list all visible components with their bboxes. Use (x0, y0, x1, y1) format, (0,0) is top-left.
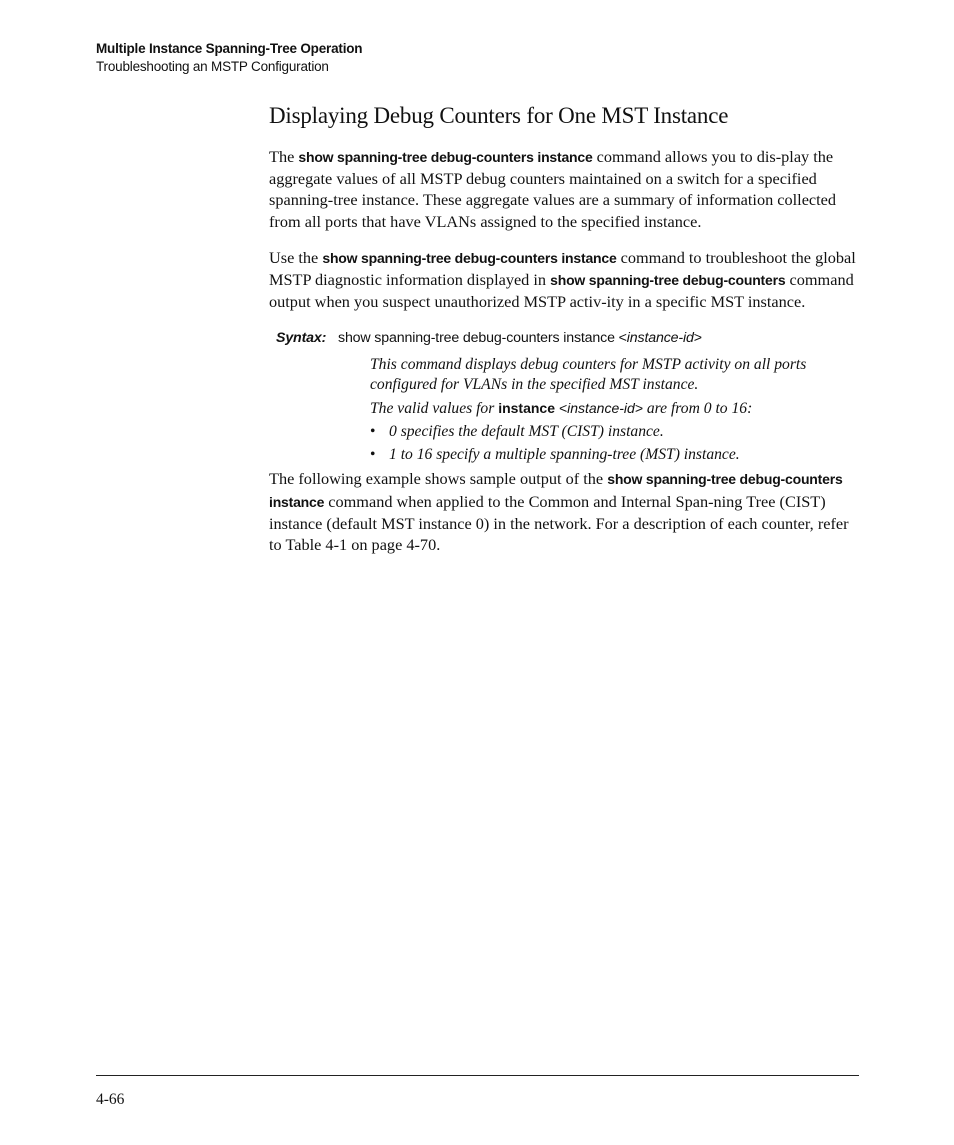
text-run: The valid values for (370, 400, 499, 418)
text-run: command to troubleshoot the global MSTP diagnostic information displayed in (269, 247, 856, 290)
text-run: The following example shows sample output of the (269, 469, 608, 489)
page-content (269, 100, 861, 570)
keyword-instance: instance (498, 400, 556, 417)
text-run: command when applied to the Common and Internal Span-ning Tree (CIST) instance (default MST instance 0) in the network. For a description of each counter, refer to Table 4-1 on page 4-70. (269, 491, 849, 555)
usage-paragraph (269, 247, 861, 313)
list-item-text: 1 to 16 specify a multiple spanning-tree (MST) instance. (389, 446, 740, 464)
text-run: are from 0 to 16: (642, 400, 753, 418)
text-run: The (269, 147, 299, 166)
example-paragraph (269, 468, 861, 555)
instance-id-argument: <instance-id> (555, 400, 643, 417)
command-name: show spanning-tree debug-counters instance (298, 149, 593, 165)
chapter-title: Multiple Instance Spanning-Tree Operation (96, 41, 363, 56)
list-item (370, 422, 865, 442)
bullet-icon: • (370, 446, 376, 464)
section-heading: Displaying Debug Counters for One MST Instance (269, 103, 729, 128)
syntax-command-end: > (693, 330, 702, 347)
command-name: show spanning-tree debug-counters instance (322, 249, 617, 266)
list-item-text: 0 specifies the default MST (CIST) instance. (389, 423, 664, 441)
text-run: Use the (269, 247, 323, 267)
section-subtitle: Troubleshooting an MSTP Configuration (96, 59, 329, 74)
intro-paragraph (269, 146, 861, 232)
syntax-label: Syntax: (276, 330, 327, 347)
running-header (96, 40, 362, 76)
text-run: command allows you to dis-play the aggregate values of all MSTP debug counters maintained on a switch for a specified spanning-tree instance. These aggregate values are a summary of information collected from all ports that have VLANs assigned to the specified instance. (269, 147, 837, 231)
text-run: command output when you suspect unauthorized MSTP activ-ity in a specific MST instance. (269, 270, 854, 312)
valid-values-line (370, 398, 865, 419)
syntax-command-text: show spanning-tree debug-counters instance < (338, 330, 627, 347)
list-item (370, 445, 865, 465)
syntax-description (370, 355, 865, 465)
syntax-description-text: This command displays debug counters for MSTP activity on all ports configured for VLANs in the specified MST instance. (370, 356, 807, 394)
syntax-argument: instance-id (626, 330, 694, 347)
syntax-command (338, 327, 702, 349)
footer-divider (96, 1075, 859, 1076)
page-number: 4-66 (96, 1091, 125, 1108)
command-name: show spanning-tree debug-counters instance (269, 471, 843, 510)
command-name: show spanning-tree debug-counters (550, 272, 786, 289)
valid-values-list (370, 422, 865, 465)
syntax-line (269, 327, 861, 349)
bullet-icon: • (370, 423, 376, 441)
